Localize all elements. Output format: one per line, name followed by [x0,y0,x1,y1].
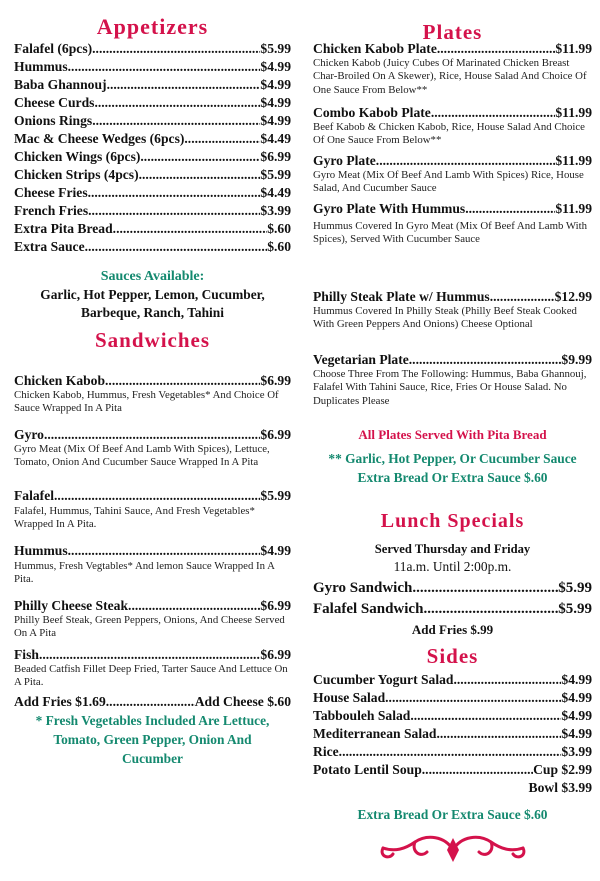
pita-note: All Plates Served With Pita Bread [358,427,547,442]
item-price: $4.49 [260,185,291,200]
item-name: Onions Rings ..... [14,112,260,129]
item-price: $9.99 [561,352,592,367]
item-name: Mac & Cheese Wedges (6pcs) ..... [14,130,260,147]
item-name: Tabbouleh Salad ..... [313,707,561,724]
item-name: Philly Steak Plate w/ Hummus ..... [313,288,555,305]
item-name: Extra Pita Bread ..... [14,220,267,237]
item-name: Chicken Kabob ..... [14,372,260,389]
menu-item [313,200,592,217]
item-name: Falafel ..... [14,487,260,504]
item-description: Chicken Kabob, Hummus, Fresh Vegetables* And Choice Of Sauce Wrapped In A Pita [14,389,279,415]
item-name: Cheese Curds ..... [14,94,260,111]
item-name: Vegetarian Plate ..... [313,351,561,368]
menu-item [313,578,592,598]
soup-bowl [313,779,592,796]
item-description: Hummus, Fresh Vegtables* And lemon Sauce Wrapped In A Pita. [14,560,275,586]
item-name: Chicken Strips (4pcs) ..... [14,166,260,183]
menu-item [313,351,592,368]
item-price: $5.99 [558,580,592,596]
item-name: Rice ..... [313,743,561,760]
lunch-title: Lunch Specials [380,510,525,532]
menu-item [14,597,291,614]
item-price: $11.99 [555,153,592,168]
menu-item [14,372,291,389]
menu-item [14,94,291,111]
sauce-note: ** Garlic, Hot Pepper, Or Cucumber Sauce [328,451,577,466]
item-description: Choose Three From The Following: Hummus, Baba Ghannouj, Falafel With Tahini Sauce, Rice, Fries Or House Salad. No Duplicates Please [313,368,587,407]
menu-item [313,40,592,57]
item-description: Hummus Covered In Gyro Meat (Mix Of Beef And Lamb With Spices), Served With Cucumber Sauce [313,220,588,246]
vegetables-note: * Fresh Vegetables Included Are Lettuce, [35,713,270,728]
sauces-line: Garlic, Hot Pepper, Lemon, Cucumber, [40,287,265,302]
item-price: $11.99 [555,41,592,56]
item-name: French Fries ..... [14,202,260,219]
item-price: $4.99 [260,543,291,558]
item-name: Potato Lentil Soup ..... [313,761,533,778]
item-description: Hummus Covered In Philly Steak (Philly Beef Steak Cooked With Green Peppers And Onions) Cheese Optional [313,305,577,331]
item-price: $6.99 [260,149,291,164]
item-price: $5.99 [260,41,291,56]
item-name: House Salad ..... [313,689,561,706]
menu-item [14,487,291,504]
menu-item [14,542,291,559]
item-price: $.60 [267,239,291,254]
menu-item [313,707,592,724]
plates-title: Plates [422,20,483,44]
item-description: Gyro Meat (Mix Of Beef And Lamb With Spices), Lettuce, Tomato, Onion And Cucumber Sauce Wrapped In A Pita [14,443,270,469]
appetizers-title: Appetizers [96,14,209,39]
item-price: $3.99 [260,203,291,218]
item-description: Gyro Meat (Mix Of Beef And Lamb With Spices) Rice, House Salad, And Cucumber Sauce [313,169,584,195]
item-name: Fish ..... [14,646,260,663]
item-price: $4.99 [260,59,291,74]
item-description: Philly Beef Steak, Green Peppers, Onions, And Cheese Served On A Pita [14,614,285,640]
menu-item [14,112,291,129]
extra-note: Extra Bread Or Extra Sauce $.60 [357,807,548,822]
item-description: Chicken Kabob (Juicy Cubes Of Marinated Chicken Breast Char-Broiled On A Skewer), Rice, House Salad And Choice Of One Sauce From Below** [313,57,587,96]
menu-item [14,58,291,75]
item-price: $11.99 [555,201,592,216]
vegetables-note: Tomato, Green Pepper, Onion And [53,732,252,747]
item-price: Cup $2.99 [533,762,592,777]
item-name: Mediterranean Salad ..... [313,725,561,742]
extra-note: Extra Bread Or Extra Sauce $.60 [357,470,548,485]
add-cheese: Add Cheese $.60 [194,694,291,709]
item-name: Falafel Sandwich ..... [313,599,558,619]
sandwiches-title: Sandwiches [94,328,211,352]
menu-item [313,104,592,121]
item-price: $6.99 [260,598,291,613]
menu-item [14,220,291,237]
item-price: $4.99 [561,690,592,705]
menu-item [313,743,592,760]
item-name: Gyro ..... [14,426,260,443]
lunch-hours: 11a.m. Until 2:00p.m. [393,559,512,574]
item-name: Baba Ghannouj ..... [14,76,260,93]
item-price: $.60 [267,221,291,236]
item-price: $5.99 [260,488,291,503]
menu-item [313,725,592,742]
item-name: Chicken Kabob Plate ..... [313,40,555,57]
item-description: Falafel, Hummus, Tahini Sauce, And Fresh Vegetables* Wrapped In A Pita. [14,505,255,531]
menu-item [14,148,291,165]
item-name: Philly Cheese Steak ..... [14,597,260,614]
item-price: $12.99 [554,289,592,304]
menu-item [313,761,592,778]
item-name: Chicken Wings (6pcs) ..... [14,148,260,165]
sides-title: Sides [426,644,479,668]
item-price: $4.99 [260,113,291,128]
item-price: $6.99 [260,647,291,662]
item-description: Beef Kabob & Chicken Kabob, Rice, House Salad And Choice Of One Sauce From Below** [313,121,585,147]
menu-item [313,152,592,169]
item-name: Extra Sauce ..... [14,238,267,255]
menu-item [14,184,291,201]
sauces-title: Sauces Available: [100,269,205,284]
menu-item [14,40,291,57]
menu-item [14,130,291,147]
item-price: $4.99 [260,77,291,92]
menu-item [313,671,592,688]
lunch-served: Served Thursday and Friday [374,542,531,556]
item-name: Cheese Fries ..... [14,184,260,201]
item-price: $6.99 [260,427,291,442]
item-price: $3.99 [561,744,592,759]
menu-item [14,166,291,183]
item-price: $4.99 [561,726,592,741]
item-name: Falafel (6pcs) ..... [14,40,260,57]
item-name: Gyro Sandwich ..... [313,578,558,598]
item-price: $4.99 [561,672,592,687]
menu-item [313,288,592,305]
add-ons-row [14,693,291,710]
item-description: Beaded Catfish Fillet Deep Fried, Tarter Sauce And Lettuce On A Pita. [14,663,288,689]
menu-item [14,426,291,443]
vegetables-note: Cucumber [122,751,183,766]
item-name: Gyro Plate With Hummus ..... [313,200,555,217]
item-price: $4.99 [260,95,291,110]
item-name: Cucumber Yogurt Salad ..... [313,671,561,688]
menu-item [313,599,592,619]
item-price: $5.99 [260,167,291,182]
menu-item [14,76,291,93]
item-name: Hummus ..... [14,58,260,75]
item-price: $5.99 [558,601,592,617]
item-price: $11.99 [555,105,592,120]
item-name: Gyro Plate ..... [313,152,555,169]
lunch-add-fries: Add Fries $.99 [411,622,494,637]
add-fries: Add Fries $1.69 ..... [14,693,195,710]
item-price: $4.99 [561,708,592,723]
item-name: Hummus ..... [14,542,260,559]
sauces-line: Barbeque, Ranch, Tahini [81,305,224,320]
item-price: Bowl $3.99 [528,780,592,795]
scroll-ornament-icon [375,830,531,864]
item-price: $6.99 [260,373,291,388]
item-name: Combo Kabob Plate ..... [313,104,555,121]
menu-item [313,689,592,706]
item-price: $4.49 [260,131,291,146]
menu-item [14,202,291,219]
menu-item [14,238,291,255]
menu-item [14,646,291,663]
